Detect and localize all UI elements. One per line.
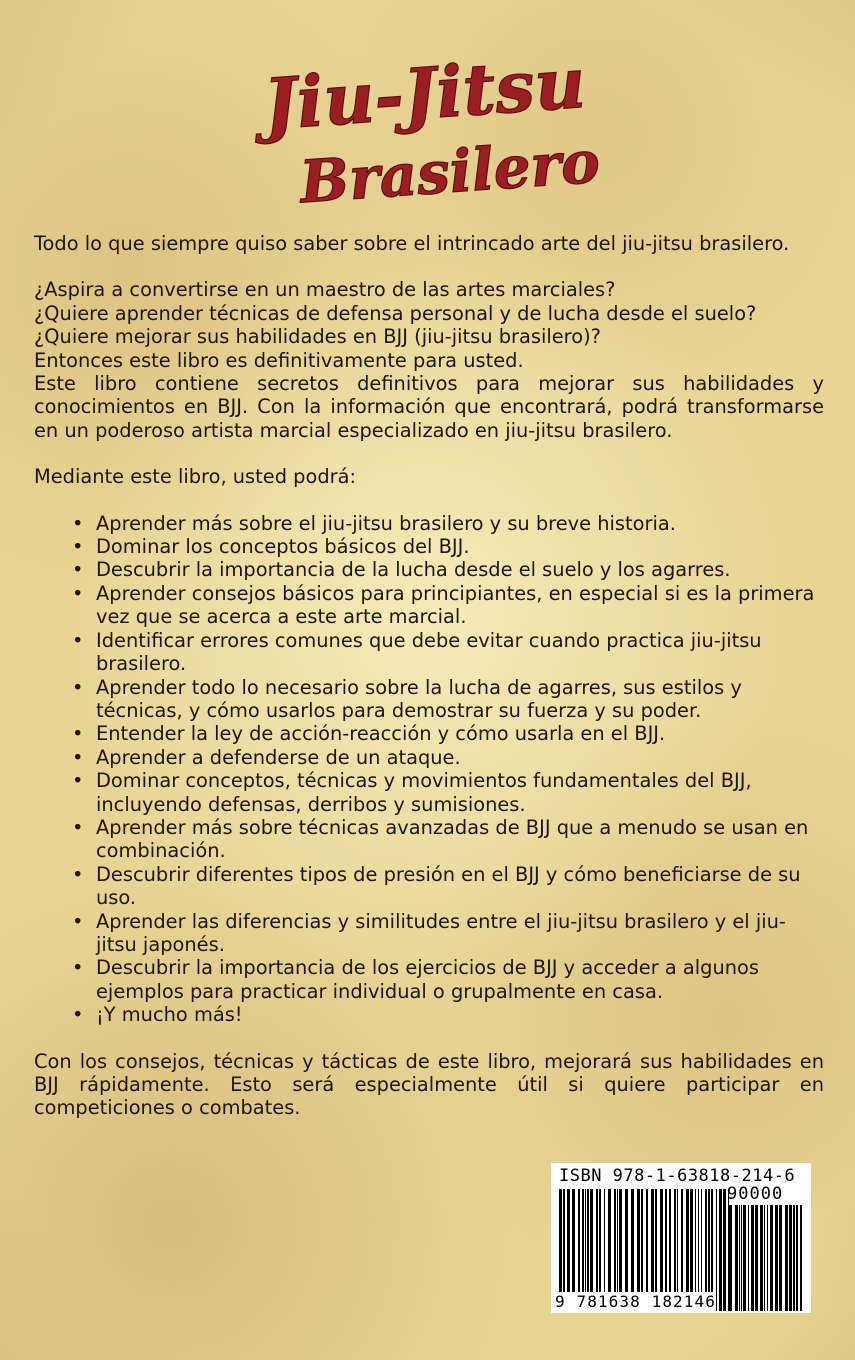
title-line-1: Jiu-Jitsu: [261, 40, 589, 147]
list-item: • Aprender más sobre técnicas avanzadas de BJJ que a menudo se usan en combinación.: [72, 815, 809, 863]
isbn-label: ISBN 978-1-63818-214-6: [559, 1166, 796, 1186]
barcode-bar: [735, 1205, 738, 1311]
bullet-icon: •: [72, 558, 84, 582]
list-item: • Descubrir la importancia de los ejercicios de BJJ y acceder a algunos ejemplos para practicar individual o grupalmente en casa.: [72, 956, 760, 1003]
list-item: • Identificar errores comunes que debe evitar cuando practica jiu-jitsu brasilero.: [72, 628, 762, 676]
intro-line: Entonces este libro es definitivamente para usted.: [34, 348, 524, 372]
bullet-icon: •: [72, 909, 84, 933]
bullet-icon: •: [72, 511, 84, 535]
barcode-bar: [796, 1205, 798, 1311]
barcode-bar: [800, 1205, 802, 1311]
list-item: • Dominar los conceptos básicos del BJJ.: [72, 535, 470, 559]
barcode-bar: [751, 1205, 754, 1311]
bullet-icon: •: [72, 628, 84, 652]
barcode-bar: [728, 1189, 729, 1311]
list-item: • Descubrir la importancia de la lucha desde el suelo y los agarres.: [72, 558, 731, 582]
list-item: • Aprender consejos básicos para principiantes, en especial si es la primera vez que se acerca a este arte marcial.: [72, 581, 815, 629]
intro-line: ¿Quiere aprender técnicas de defensa personal y de lucha desde el suelo?: [34, 301, 757, 325]
barcode-bar: [770, 1205, 773, 1311]
list-item: • ¡Y mucho más!: [72, 1003, 243, 1027]
bullet-icon: •: [72, 675, 84, 699]
barcode-bar: [723, 1189, 726, 1311]
price-code: 90000: [727, 1184, 784, 1204]
title-lettering: [0, 40, 855, 220]
benefits-list: [34, 512, 824, 1027]
list-item: • Aprender todo lo necesario sobre la lucha de agarres, sus estilos y técnicas, y cómo usarlos para demostrar su fuerza y su poder.: [72, 675, 742, 722]
book-title: [0, 40, 855, 220]
barcode-bar: [739, 1205, 740, 1311]
bullet-icon: •: [72, 1003, 84, 1027]
barcode-bar: [729, 1205, 732, 1311]
intro-line: ¿Aspira a convertirse en un maestro de las artes marciales?: [34, 278, 616, 302]
barcode-bar: [779, 1205, 782, 1311]
barcode-bar: [775, 1205, 778, 1311]
intro-questions: [34, 278, 824, 372]
barcode-bar: [764, 1205, 765, 1311]
list-item: • Aprender más sobre el jiu-jitsu brasilero y su breve historia.: [72, 511, 676, 535]
lead-sentence: Todo lo que siempre quiso saber sobre el intrincado arte del jiu-jitsu brasilero.: [34, 232, 790, 255]
intro-paragraph: Este libro contiene secretos definitivos para mejorar sus habilidades y conocimientos en BJJ. Con la información que encontrará, podrá transformarse en un poderoso artista marcial especializado en jiu-jitsu brasilero.: [34, 372, 824, 442]
isbn-barcode: [551, 1163, 811, 1313]
intro-line: ¿Quiere mejorar sus habilidades en BJJ (jiu-jitsu brasilero)?: [34, 325, 601, 349]
list-item: • Dominar conceptos, técnicas y movimientos fundamentales del BJJ, incluyendo defensas, derribos y sumisiones.: [72, 769, 752, 816]
bullet-icon: •: [72, 956, 84, 980]
barcode-bar: [719, 1189, 722, 1311]
list-item: • Aprender las diferencias y similitudes entre el jiu-jitsu brasilero y el jiu-jitsu japonés.: [72, 909, 786, 956]
list-item: • Entender la ley de acción-reacción y cómo usarla en el BJJ.: [72, 722, 666, 746]
mediante-heading: Mediante este libro, usted podrá:: [34, 465, 357, 489]
barcode-bar: [785, 1205, 788, 1311]
barcode-bar: [748, 1205, 749, 1311]
bullet-icon: •: [72, 815, 84, 839]
bullet-icon: •: [72, 722, 84, 746]
list-item: • Descubrir diferentes tipos de presión en el BJJ y cómo beneficiarse de su uso.: [72, 862, 801, 910]
bullet-icon: •: [72, 581, 84, 605]
closing-paragraph: Con los consejos, técnicas y tácticas de este libro, mejorará sus habilidades en BJJ rápidamente. Esto será especialmente útil si quiere participar en competiciones o combates.: [34, 1049, 824, 1120]
bullet-icon: •: [72, 535, 84, 559]
barcode-bar: [755, 1205, 758, 1311]
barcode-bar: [741, 1205, 742, 1311]
barcode-bar: [760, 1205, 763, 1311]
barcode-bar: [743, 1205, 746, 1311]
bullet-icon: •: [72, 745, 84, 769]
barcode-bar: [793, 1205, 795, 1311]
barcode-bar: [716, 1189, 717, 1311]
barcode-bar: [767, 1205, 768, 1311]
barcode-bar: [789, 1205, 792, 1311]
description-text: [34, 232, 824, 1120]
bullet-icon: •: [72, 862, 84, 886]
ean-digits: 9 781638 182146: [555, 1292, 716, 1311]
title-line-2: Brasilero: [297, 127, 602, 217]
list-item: • Aprender a defenderse de un ataque.: [72, 745, 461, 769]
bullet-icon: •: [72, 769, 84, 793]
